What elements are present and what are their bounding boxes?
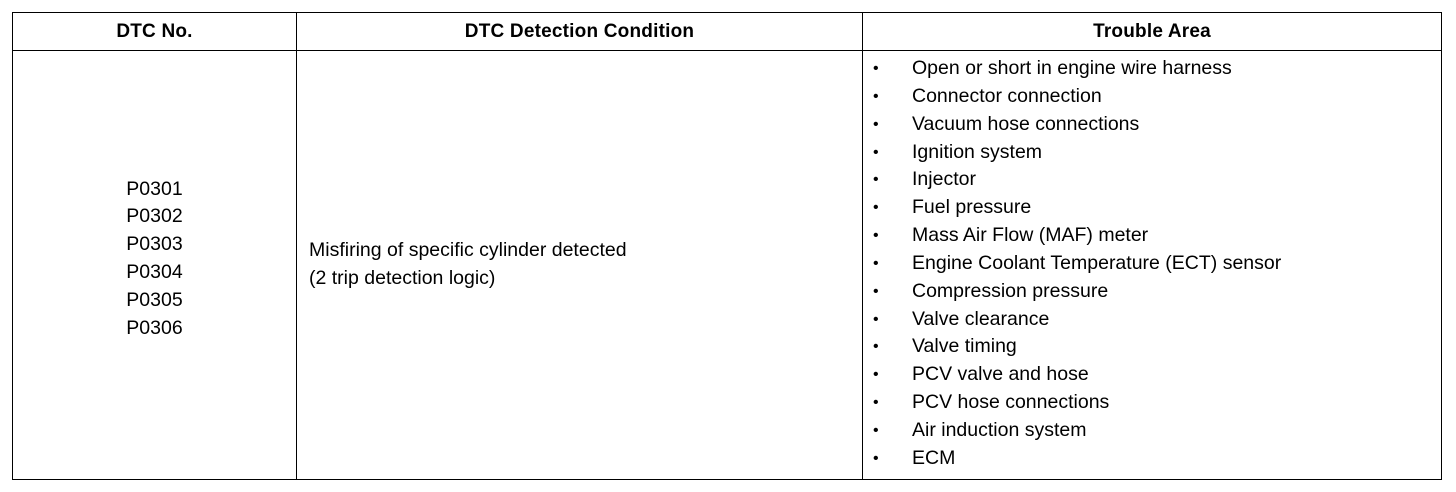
- trouble-area-text: Mass Air Flow (MAF) meter: [912, 224, 1149, 247]
- list-item: [863, 250, 1441, 278]
- bullet-icon: •: [873, 310, 879, 328]
- trouble-area-text: Vacuum hose connections: [912, 112, 1140, 135]
- trouble-area-text: Engine Coolant Temperature (ECT) sensor: [912, 251, 1282, 274]
- trouble-area-text: Injector: [912, 168, 976, 191]
- header-detection-condition: DTC Detection Condition: [297, 13, 863, 51]
- trouble-area-text: Open or short in engine wire harness: [912, 57, 1232, 79]
- dtc-code: P0301: [126, 177, 183, 200]
- trouble-area-text: PCV valve and hose: [912, 363, 1089, 386]
- list-item: [863, 55, 1441, 83]
- bullet-icon: •: [873, 60, 879, 77]
- trouble-area-cell: [863, 51, 1442, 480]
- list-item: [863, 111, 1441, 139]
- trouble-area-text: Fuel pressure: [912, 196, 1032, 219]
- bullet-icon: •: [873, 282, 879, 300]
- trouble-area-text: PCV hose connections: [912, 391, 1110, 414]
- condition-text: Misfiring of specific cylinder detected: [309, 239, 627, 262]
- list-item: [863, 83, 1441, 111]
- bullet-icon: •: [873, 227, 879, 245]
- list-item: [863, 194, 1441, 222]
- bullet-icon: •: [873, 171, 879, 189]
- list-item: [863, 417, 1441, 445]
- dtc-code: P0302: [126, 205, 183, 228]
- list-item: [863, 139, 1441, 167]
- trouble-area-text: Valve timing: [912, 335, 1017, 358]
- bullet-icon: •: [873, 115, 879, 133]
- list-item: [863, 306, 1441, 334]
- dtc-table: [12, 12, 1442, 480]
- dtc-code-cell: [13, 51, 297, 480]
- dtc-code: P0305: [126, 288, 183, 311]
- bullet-icon: •: [873, 199, 879, 217]
- dtc-code: P0306: [126, 316, 183, 339]
- list-item: [863, 361, 1441, 389]
- trouble-area-text: Air induction system: [912, 418, 1087, 441]
- bullet-icon: •: [873, 449, 879, 467]
- condition-text: (2 trip detection logic): [309, 267, 496, 289]
- list-item: [863, 222, 1441, 250]
- trouble-area-text: ECM: [912, 446, 956, 469]
- trouble-area-text: Ignition system: [912, 140, 1043, 163]
- bullet-icon: •: [873, 366, 879, 384]
- bullet-icon: •: [873, 421, 879, 439]
- bullet-icon: •: [873, 394, 879, 412]
- header-row: [13, 13, 1442, 51]
- header-dtc-no: DTC No.: [13, 13, 297, 51]
- trouble-area-text: Connector connection: [912, 84, 1102, 107]
- dtc-code: P0304: [126, 261, 183, 283]
- header-trouble-area: Trouble Area: [863, 13, 1442, 51]
- dtc-code-list: [126, 176, 182, 343]
- list-item: [863, 333, 1441, 361]
- trouble-area-text: Compression pressure: [912, 279, 1109, 302]
- table-row: [13, 51, 1442, 480]
- bullet-icon: •: [873, 338, 879, 356]
- bullet-icon: •: [873, 143, 879, 161]
- trouble-area-list: [863, 55, 1441, 473]
- trouble-area-text: Valve clearance: [912, 307, 1050, 330]
- list-item: [863, 278, 1441, 306]
- list-item: [863, 445, 1441, 473]
- bullet-icon: •: [873, 87, 879, 105]
- dtc-code: P0303: [126, 233, 183, 256]
- list-item: [863, 166, 1441, 194]
- bullet-icon: •: [873, 254, 879, 272]
- list-item: [863, 389, 1441, 417]
- detection-condition-cell: [297, 51, 863, 480]
